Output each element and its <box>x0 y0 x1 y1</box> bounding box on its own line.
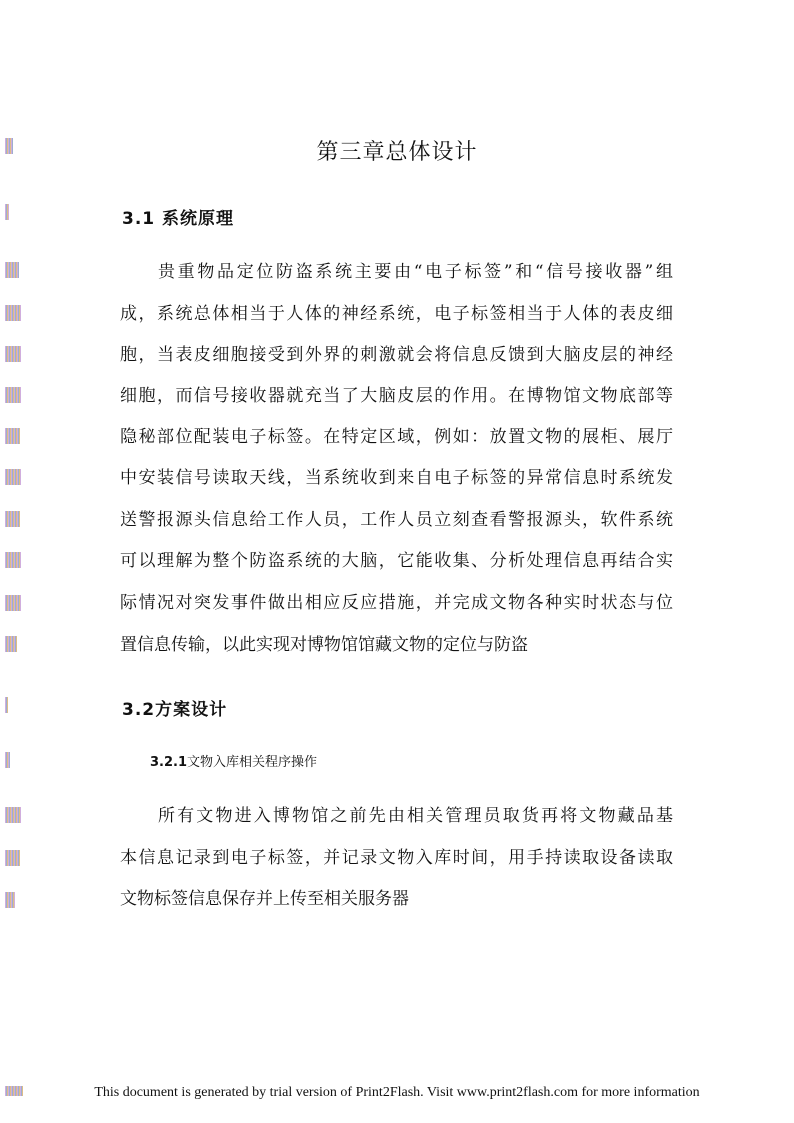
section-heading-3-1: 3.1 系统原理 <box>122 209 235 229</box>
subsection-number: 3.2.1 <box>150 755 188 770</box>
section-heading-3-2: 3.2方案设计 <box>122 700 228 720</box>
subsection-heading-3-2-1 <box>150 751 317 770</box>
paragraph-line: 本信息记录到电子标签，并记录文物入库时间，用手持读取设备读取 <box>120 848 673 868</box>
margin-mark <box>5 697 8 713</box>
margin-mark <box>5 752 10 768</box>
paragraph-line: 贵重物品定位防盗系统主要由“电子标签”和“信号接收器”组 <box>158 262 673 282</box>
paragraph-line: 中安装信号读取天线，当系统收到来自电子标签的异常信息时系统发 <box>120 468 673 488</box>
margin-mark <box>5 387 21 403</box>
paragraph-line: 置信息传输，以此实现对博物馆馆藏文物的定位与防盗 <box>120 635 528 655</box>
margin-mark <box>5 595 21 611</box>
trial-watermark-footer: This document is generated by trial version of Print2Flash. Visit www.print2flash.com for more information <box>94 1085 700 1100</box>
paragraph-line: 可以理解为整个防盗系统的大脑，它能收集、分析处理信息再结合实 <box>120 551 673 571</box>
margin-mark <box>5 305 21 321</box>
margin-mark <box>5 892 15 908</box>
paragraph-line: 细胞，而信号接收器就充当了大脑皮层的作用。在博物馆文物底部等 <box>120 386 673 406</box>
paragraph-line: 隐秘部位配装电子标签。在特定区域，例如：放置文物的展柜、展厅 <box>120 427 673 447</box>
paragraph-line: 所有文物进入博物馆之前先由相关管理员取货再将文物藏品基 <box>158 806 673 826</box>
subsection-title: 文物入库相关程序操作 <box>187 755 318 770</box>
paragraph-line: 际情况对突发事件做出相应反应措施，并完成文物各种实时状态与位 <box>120 593 673 613</box>
margin-mark <box>5 469 21 485</box>
margin-mark <box>5 262 19 278</box>
margin-mark <box>5 552 21 568</box>
margin-mark <box>5 346 21 362</box>
paragraph-line: 送警报源头信息给工作人员，工作人员立刻查看警报源头，软件系统 <box>120 510 673 530</box>
paragraph-line: 胞，当表皮细胞接受到外界的刺激就会将信息反馈到大脑皮层的神经 <box>120 345 673 365</box>
margin-mark <box>5 850 20 866</box>
paragraph-line: 文物标签信息保存并上传至相关服务器 <box>120 889 409 909</box>
margin-mark <box>5 636 17 652</box>
margin-mark <box>5 807 21 823</box>
paragraph-line: 成，系统总体相当于人体的神经系统，电子标签相当于人体的表皮细 <box>120 304 673 324</box>
margin-mark <box>5 428 20 444</box>
chapter-title: 第三章总体设计 <box>316 140 478 165</box>
margin-mark <box>5 511 20 527</box>
margin-mark <box>5 204 9 220</box>
